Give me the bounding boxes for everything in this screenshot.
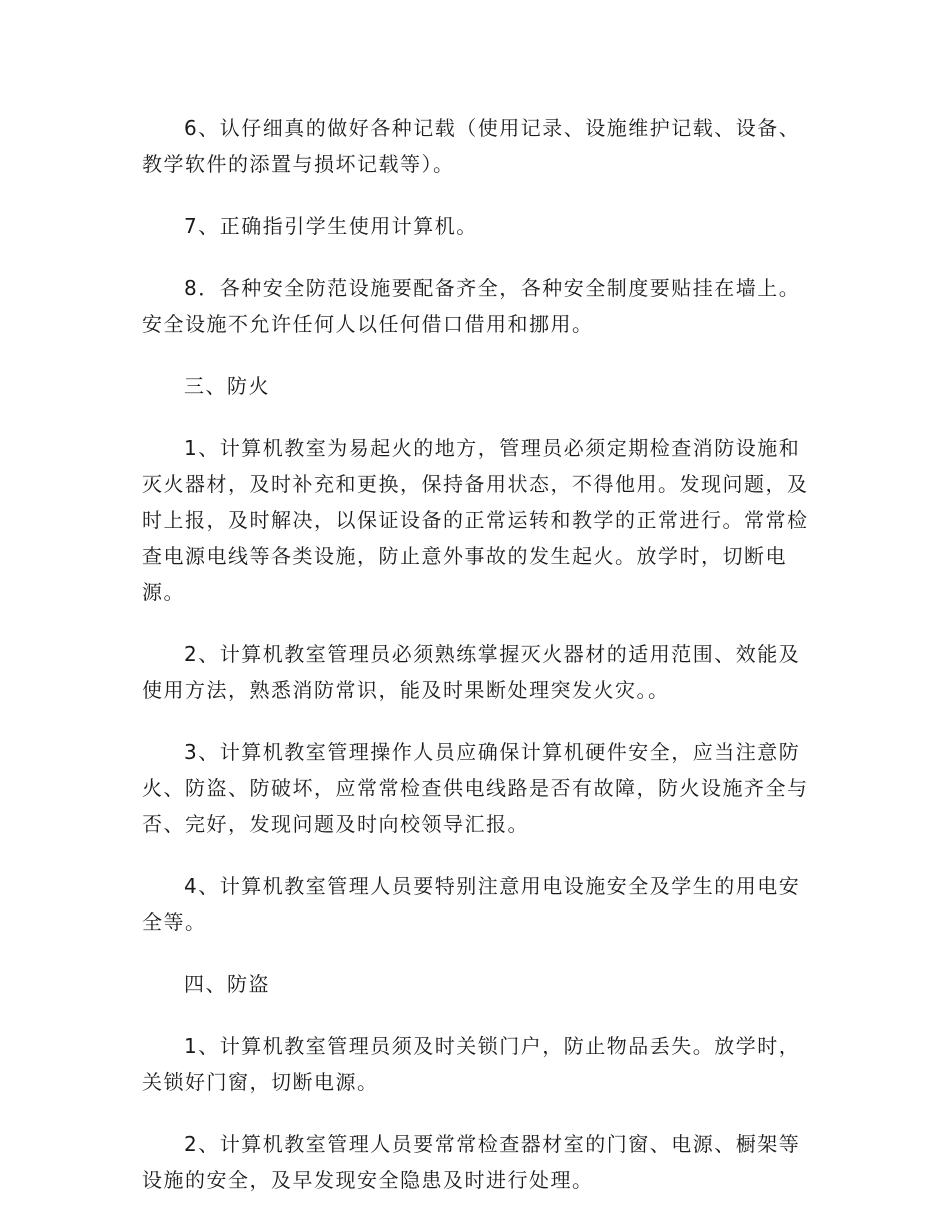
paragraph-theft-1: 1、计算机教室管理员须及时关锁门户，防止物品丢失。放学时，关锁好门窗，切断电源。 [142,1034,801,1094]
paragraph-item-8: 8．各种安全防范设施要配备齐全，各种安全制度要贴挂在墙上。安全设施不允许任何人以任何借口借用和挪用。 [142,276,801,336]
paragraph-fire-2: 2、计算机教室管理员必须熟练掌握灭火器材的适用范围、效能及使用方法，熟悉消防常识，能及时果断处理突发火灾。。 [142,642,801,702]
document-page [142,110,810,1224]
section-heading-fire: 三、防火 [184,374,270,398]
paragraph-item-6: 6、认仔细真的做好各种记载（使用记录、设施维护记载、设备、教学软件的添置与损坏记载等）。 [142,116,801,176]
paragraph-fire-1: 1、计算机教室为易起火的地方，管理员必须定期检查消防设施和灭火器材，及时补充和更换，保持备用状态，不得他用。发现问题，及时上报，及时解决，以保证设备的正常运转和教学的正常进行。常常检查电源电线等各类设施，防止意外事故的发生起火。放学时，切断电源。 [142,436,809,604]
paragraph-theft-2: 2、计算机教室管理人员要常常检查器材室的门窗、电源、橱架等设施的安全，及早发现安全隐患及时进行处理。 [142,1132,801,1192]
section-heading-theft: 四、防盗 [184,972,270,996]
paragraph-item-7: 7、正确指引学生使用计算机。 [184,214,478,238]
paragraph-fire-3: 3、计算机教室管理操作人员应确保计算机硬件安全，应当注意防火、防盗、防破坏，应常常检查供电线路是否有故障，防火设施齐全与否、完好，发现问题及时向校领导汇报。 [142,740,809,836]
paragraph-fire-4: 4、计算机教室管理人员要特别注意用电设施安全及学生的用电安全等。 [142,874,801,934]
